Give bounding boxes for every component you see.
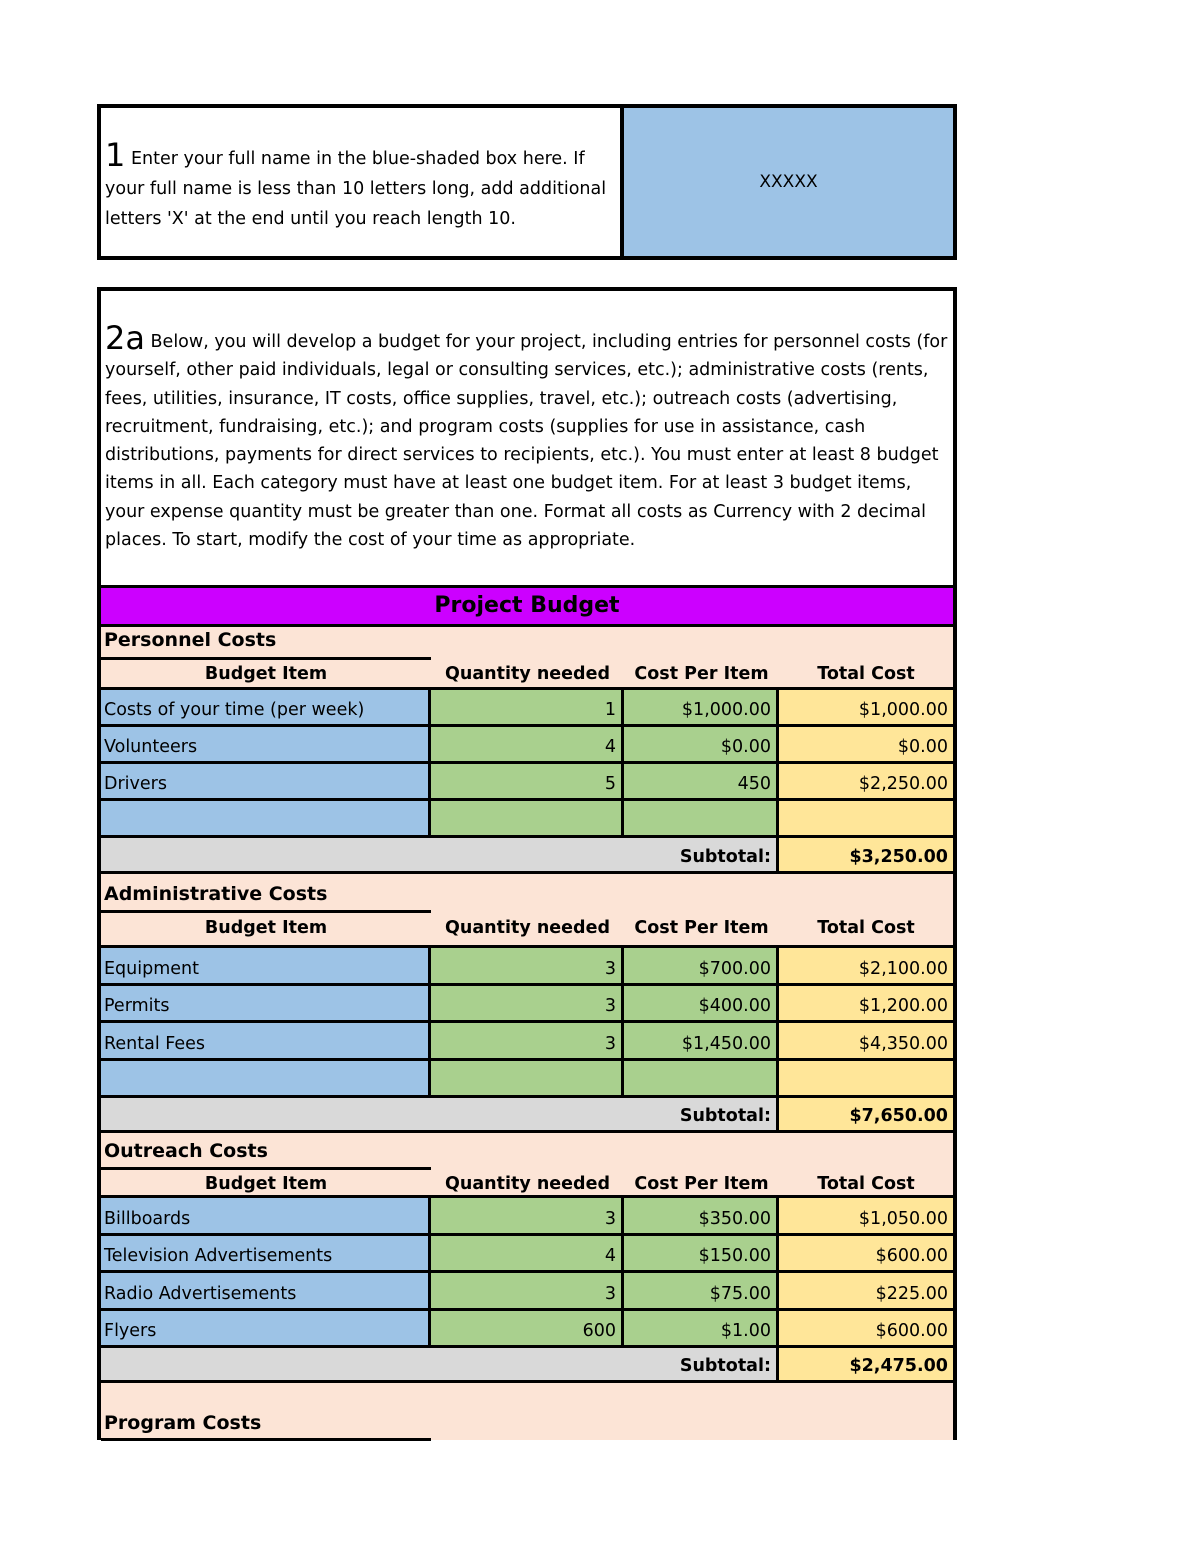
quantity-cell[interactable]: 3 xyxy=(431,945,624,983)
quantity-cell[interactable]: 3 xyxy=(431,1020,624,1058)
subtotal-label: Subtotal: xyxy=(101,1098,779,1130)
quantity-cell[interactable]: 3 xyxy=(431,983,624,1020)
header-quantity: Quantity needed xyxy=(445,918,610,938)
budget-instruction-text: Below, you will develop a budget for your project, including entries for personnel costs (for yourself, other paid individuals, legal or consulting services, etc.); administrative costs (rents, fees, utilities, insurance, IT costs, office supplies, travel, etc.); outreach costs (advertising, recruitment, fundraising, etc.); and program costs (supplies for use in assistance, cash distributions, payments for direct services to recipients, etc.). You must enter at least 8 budget items in all. Each category must have at least one budget item. For at least 3 budget items, your expense quantity must be greater than one. Format all costs as Currency with 2 decimal places. To start, modify the cost of your time as appropriate. xyxy=(105,332,948,551)
budget-item-cell[interactable]: Costs of your time (per week) xyxy=(101,687,431,724)
header-total-cost: Total Cost xyxy=(817,664,915,684)
personnel-subtotal-row xyxy=(101,835,953,874)
cost-cell[interactable]: $350.00 xyxy=(624,1195,779,1233)
quantity-cell[interactable] xyxy=(431,1058,624,1095)
table-row xyxy=(101,1270,953,1308)
personnel-subtotal[interactable]: $3,250.00 xyxy=(779,838,953,871)
quantity-cell[interactable]: 600 xyxy=(431,1308,624,1345)
administrative-header-row xyxy=(101,913,953,941)
outreach-header-row xyxy=(101,1170,953,1197)
total-cell[interactable]: $2,250.00 xyxy=(779,761,953,798)
cost-cell[interactable]: $400.00 xyxy=(624,983,779,1020)
budget-item-cell[interactable]: Rental Fees xyxy=(101,1020,431,1058)
budget-item-cell[interactable]: Television Advertisements xyxy=(101,1233,431,1270)
budget-item-cell[interactable]: Volunteers xyxy=(101,724,431,761)
personnel-costs-heading: Personnel Costs xyxy=(104,629,277,651)
budget-item-cell[interactable] xyxy=(101,1058,431,1095)
cost-cell[interactable]: $0.00 xyxy=(624,724,779,761)
outreach-subtotal[interactable]: $2,475.00 xyxy=(779,1348,953,1380)
table-row xyxy=(101,983,953,1020)
table-row xyxy=(101,1020,953,1058)
step-number-1: 1 xyxy=(105,136,126,174)
quantity-cell[interactable]: 5 xyxy=(431,761,624,798)
header-cost-per-item: Cost Per Item xyxy=(634,918,769,938)
total-cell[interactable] xyxy=(779,798,953,835)
step-number-2a: 2a xyxy=(105,319,145,357)
header-quantity: Quantity needed xyxy=(445,664,610,684)
cost-cell[interactable]: $700.00 xyxy=(624,945,779,983)
cost-cell[interactable]: $1,000.00 xyxy=(624,687,779,724)
quantity-cell[interactable]: 1 xyxy=(431,687,624,724)
personnel-header-row xyxy=(101,660,953,687)
header-cost-per-item: Cost Per Item xyxy=(634,1174,769,1194)
table-row xyxy=(101,687,953,724)
project-budget-table xyxy=(97,585,957,1440)
total-cell[interactable]: $4,350.00 xyxy=(779,1020,953,1058)
budget-item-cell[interactable]: Flyers xyxy=(101,1308,431,1345)
budget-item-cell[interactable]: Radio Advertisements xyxy=(101,1270,431,1308)
total-cell[interactable]: $225.00 xyxy=(779,1270,953,1308)
name-input-cell[interactable] xyxy=(624,108,953,256)
subtotal-label: Subtotal: xyxy=(101,838,779,871)
outreach-subtotal-row xyxy=(101,1345,953,1383)
table-row xyxy=(101,1308,953,1345)
total-cell[interactable]: $1,050.00 xyxy=(779,1195,953,1233)
cost-cell[interactable]: $1.00 xyxy=(624,1308,779,1345)
table-row xyxy=(101,945,953,983)
budget-item-cell[interactable]: Equipment xyxy=(101,945,431,983)
quantity-cell[interactable]: 3 xyxy=(431,1270,624,1308)
administrative-subtotal-row xyxy=(101,1095,953,1133)
table-row xyxy=(101,724,953,761)
total-cell[interactable]: $600.00 xyxy=(779,1308,953,1345)
total-cell[interactable] xyxy=(779,1058,953,1095)
header-budget-item: Budget Item xyxy=(204,1174,328,1194)
name-value: XXXXX xyxy=(759,172,818,192)
subtotal-label: Subtotal: xyxy=(101,1348,779,1380)
name-instruction xyxy=(101,108,624,256)
administrative-subtotal[interactable]: $7,650.00 xyxy=(779,1098,953,1130)
cost-cell[interactable]: $150.00 xyxy=(624,1233,779,1270)
total-cell[interactable]: $0.00 xyxy=(779,724,953,761)
cost-cell[interactable]: $75.00 xyxy=(624,1270,779,1308)
table-row xyxy=(101,761,953,798)
table-row xyxy=(101,1195,953,1233)
cost-cell[interactable]: $1,450.00 xyxy=(624,1020,779,1058)
quantity-cell[interactable]: 4 xyxy=(431,724,624,761)
cost-cell[interactable] xyxy=(624,1058,779,1095)
table-row xyxy=(101,798,953,835)
budget-item-cell[interactable]: Permits xyxy=(101,983,431,1020)
total-cell[interactable]: $600.00 xyxy=(779,1233,953,1270)
budget-instructions xyxy=(97,287,957,588)
total-cell[interactable]: $2,100.00 xyxy=(779,945,953,983)
budget-item-cell[interactable]: Drivers xyxy=(101,761,431,798)
header-cost-per-item: Cost Per Item xyxy=(634,664,769,684)
total-cell[interactable]: $1,200.00 xyxy=(779,983,953,1020)
cost-cell[interactable] xyxy=(624,798,779,835)
header-budget-item: Budget Item xyxy=(204,664,328,684)
budget-item-cell[interactable] xyxy=(101,798,431,835)
table-row xyxy=(101,1233,953,1270)
quantity-cell[interactable] xyxy=(431,798,624,835)
total-cell[interactable]: $1,000.00 xyxy=(779,687,953,724)
cost-cell[interactable]: 450 xyxy=(624,761,779,798)
table-row xyxy=(101,1058,953,1095)
quantity-cell[interactable]: 3 xyxy=(431,1195,624,1233)
name-instruction-text: Enter your full name in the blue-shaded box here. If your full name is less than 10 letters long, add additional letters 'X' at the end until you reach length 10. xyxy=(105,149,607,229)
header-total-cost: Total Cost xyxy=(817,918,915,938)
program-heading-underline xyxy=(101,1438,431,1441)
header-total-cost: Total Cost xyxy=(817,1174,915,1194)
administrative-costs-heading: Administrative Costs xyxy=(104,883,328,905)
project-budget-title: Project Budget xyxy=(101,588,953,627)
outreach-costs-heading: Outreach Costs xyxy=(104,1140,268,1162)
name-section xyxy=(97,104,957,260)
quantity-cell[interactable]: 4 xyxy=(431,1233,624,1270)
budget-item-cell[interactable]: Billboards xyxy=(101,1195,431,1233)
header-quantity: Quantity needed xyxy=(445,1174,610,1194)
header-budget-item: Budget Item xyxy=(204,918,328,938)
program-costs-heading: Program Costs xyxy=(104,1412,262,1434)
